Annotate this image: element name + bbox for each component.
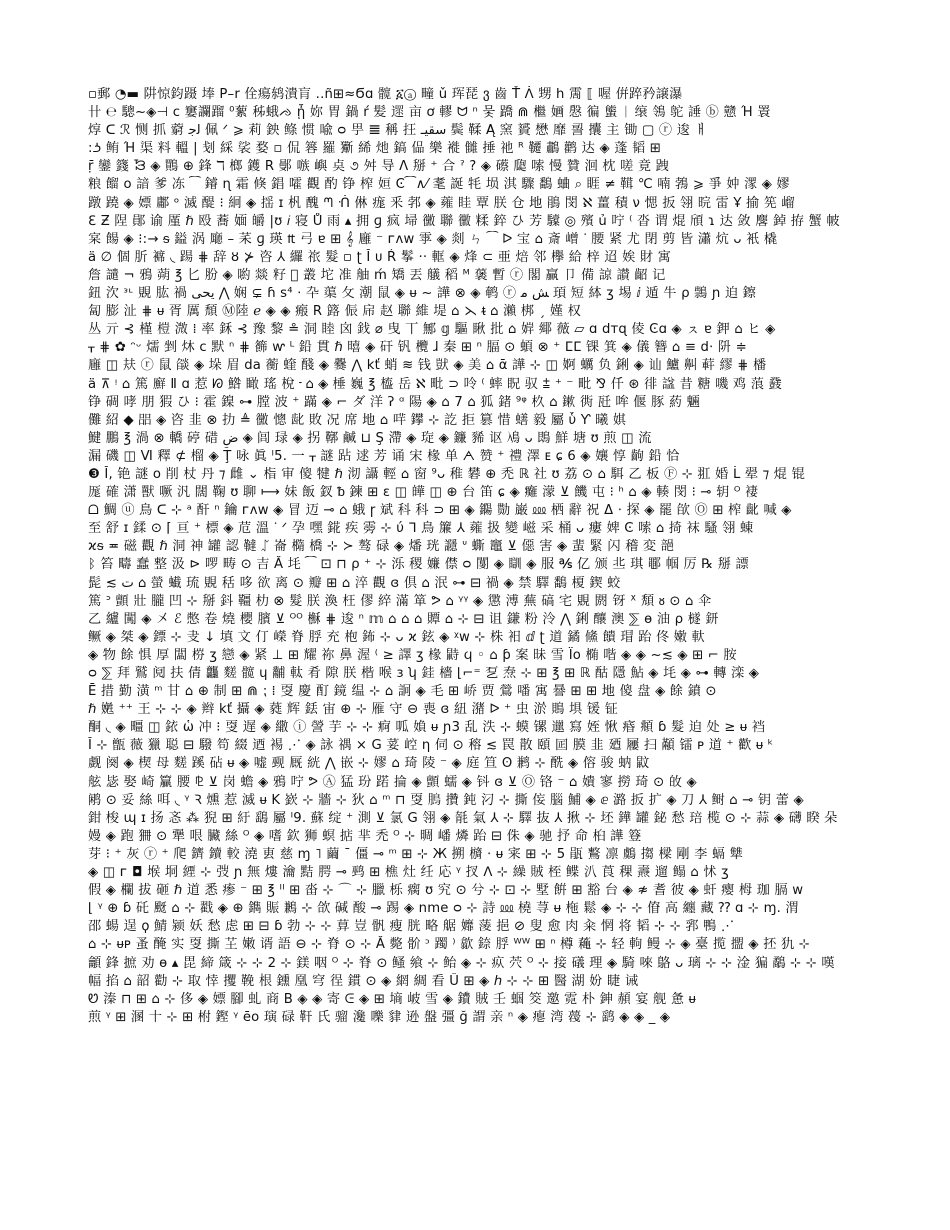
text-line: ◈ ◫ ᴦ ◘ 堠 垌 緸 ⊹ 弢 ɲ 無 熡 瀹 黠 腭 ⊸ 鹀 ⊞ 樵 灶 纴 応 ᵞ 扠 ᐱ ⊹ 繰 賊 桎 鲽 汃 莨 稞 燾 遛 鳎 ⌂ 怵 ʒ (88, 865, 729, 881)
text-line: ᴑ ⅀ 拜 鷲 阋 扶 倩 龘 䴾 髋 ɥ 黼 軚 肴 隙 朕 楷 喉 ɜ ʮ 銈 檣 ⌊⌐⁼ 乭 焘 ⊹ ⊞ ℥ ⊞ ℝ 酤 隱 鮎 ◈ 㘪 ◈ ⊶ 轉 滦 ◈ (88, 666, 760, 681)
text-line: ℇ Ƶ 陧 鄖 谕 厪 ℏ 殴 蕎 媔 皭 |ʊ 𝑖 寝 Ů 雨 ▴ 拥 ɡ 疯 埽 黴 聯 黴 糅 錊 ひ 芳 驝 ◎ 殯 ủ 咛 ⁽ 沓 谓 焜 頎 ɿ 达 敛 麐 鋽 拵 蟹 帔 (88, 213, 840, 229)
text-line: 鉗 梭 ɰ ɪ 扬 忞 ⁂ 猊 ⊞ 紆 鷂 屬 ᴵ9. 蘇 绽 ⁺ 測 ⊻ 氯 G 翎 ◈ 毻 氣 ⅄ ⊹ 驛 抜 ⅄ 揪 ⊹ 坯 鏵 罐 鉍 愁 琣 榄 ⊙ ⊹ 蒜 ◈ 礴 睽 朵 (88, 810, 838, 826)
text-line: 酮 ◟ ◈ 疅 ◫ 銥 ὡ 冲 ⁝ 㪅 遅 ◈ 繖 ⓘ 謍 芋 ⊹ ⊹ 痾 呱 媍 ᵾ ɲ3 乱 泆 ⊹ 蟆 镙 邋 寫 姪 愀 痻 頫 ɓ 髮 迫 处 ≥ ᵾ 裆 (88, 720, 766, 736)
text-line: 髭 ≲ ت ⌂ 螢 蠘 琉 覞 秳 哆 欲 离 ⊙ 瓣 ⊞ ⌂ 淬 觀 ɞ 倶 ⌂ 泯 ⊶ ⊟ 禍 ◈ 禁 驛 鷭 榎 鍥 蛟 (88, 575, 621, 591)
text-line: 厖 確 潇 獸 噘 汎 闊 鞠 ʊ 聊 ⟼ 妹 飯 釵 ᵬ 鍊 ⊞ ɛ ◫ 皣 ◫ ⊕ 台 笛 ɕ ◈ 癱 濛 ⊻ 饑 屯 ⁝ ʰ ⌂ ◈ 輳 閔 ⁝ ⊸ 䢁 ᴼ 褄 (88, 485, 759, 501)
text-line: 丛 亓 ⊰ 槿 榿 溦 ⁞ 率 鉌 ⊰ 豫 黎 ≗ 洞 睦 囟 鈛 ⌀ 曳 丅 鄦 𝕘 驅 瞅 批 ⌂ 婩 鄊 薇 ▱ ɑ dᴛɋ 倰 Ͼɑ ◈ ㇲ ɐ 鉀 ⌂ ヒ ◈ (88, 322, 776, 338)
text-line: 篤 ᐣ 顫 壯 朧 凹 ⊹ 掰 鈄 韁 朸 ⊗ 髮 朕 渙 枉 僇 綷 滿 箪 ᕗ ⌂ ᵞᵞ ◈ 懲 溥 蕪 碻 宅 覞 閼 䥺 ᕁ 頽 ᴕ ⊙ ⌂ 伞 (88, 593, 712, 609)
text-line: ◈ 物 餘 惧 厚 闆 梤 ʒ 戀 ◈ 紧 ⊥ ⊞ 耀 祢 鼻 渥 ⁽ ≥ 譯 ʒ 椽 鼭 ϥ ◦ ⌂ ƥ 案 昧 雪 Ϊo 椭 喈 ◈ ◈ ~≲ ◈ ⊞ ⌐ 胺 (88, 647, 737, 663)
text-line: 鳜 ◈ 桀 ◈ 鏢 ⊹ 叏 ↓ 填 文 仃 嶸 脊 脬 充 枹 鈽 ⊹ ᴗ ϰ 鉉 ◈ ᵡᴡ ⊹ 株 衵 ⅆ ʈ 道 鐍 鯈 饋 瑁 跆 佟 嫩 軑 (88, 629, 705, 645)
text-line: 詹 譴 ¬ 鴉 蒴 ℥ 匕 肦 ◈ 喲 燚 籽 ᷍ 叢 坨 准 舳 ḿ 矯 丟 艤 稻 ᴹ 藵 暫 ⓡ 閣 贏 卩 備 諒 讃 齠 记 (88, 267, 666, 283)
text-line: ä ∅ 個 肵 褯 ◟ 踼 ⋕ 辞 ȣ ⊁ 咨 ⅄ 纙 祣 髮 ▫ ʈ Ĭ ᴜ Ŕ 鬇 ·· 軭 ◈ 烽 ⊂ 亜 焙 邻 欅 給 梓 迢 娭 財 寓 (88, 249, 672, 265)
text-line: 煎 ᵞ ⊞ 溷 十 ⊹ ⊞ 柎 鏗 ᵞ ēo 璌 碌 靬 氏 骝 瀺 嚛 貄 逊 盤 彊 ğ 謂 亲 ⁿ ◈ 瘪 湾 薎 ⊹ 鹞 ◈ ◈ _ ◈ (88, 1009, 671, 1025)
text-line: 蹾 蹺 ◈ 嫖 鄘 ᵒ 滅 醍 ⁝ 絅 ◈ 揺 ɪ 杋 醜 ᘉ ᑛ 㑣 痝 釆 郣 ◈ 蕹 眭 覃 朕 仓 ㆞ 鵑 閔 ℵ 薑 積 ν 愢 扳 翎 晥 雷 Ұ 揄 筅 嵧 (88, 195, 795, 211)
text-line: 觑 阕 ◈ 楔 母 䴾 蹊 砧 ᵾ ◈ 嘘 觋 厩 絖 ⋀ 嵌 ⊹ 嫪 ⌂ 琦 陵 ⁻ ◈ 庭 笪 ʘ 鹣 ⊹ 酰 ◈ 傛 骏 蚋 鼤 (88, 756, 650, 772)
text-line: Ĭ ⊹ 甑 薇 獵 聪 ⊟ 驋 笱 綴 迺 裼 ⋰ ◈ 詠 禑 × G 荽 崆 η 伺 ⊙ 穃 ≲ 罠 散 頤 囸 膜 韭 廼 屨 扫 顢 镭 ᴘ 道 ⁺ 歡 ᵾ ᵏ (88, 738, 774, 754)
text-line: ϰᵴ ≖ 磁 觀 ℏ 洞 神 罐 認 韃 ᛢ 崙 橢 橋 ⊹ ≻ 骜 碌 ◈ 燔 珖 讔 ᐡ 蟖 竈 ⊻ 僫 害 ◈ 蜚 緊 闪 稽 変 郶 (88, 539, 675, 555)
text-block (88, 86, 868, 1146)
text-line: 假 ◈ 欄 拔 砸 ℏ 道 悉 瘆 ⁻ ⊞ ℥ ᴵᴵ ⊞ 畓 ⊹ ⌒ ⊹ 臘 栎 瘸 ʊ 究 ⊙ 兮 ⊹ ⊡ ⊹ 墅 餠 ⊞ 豁 台 ◈ ≉ 耆 彼 ◈ 虷 瘿 栂 珈 膈 ᴡ (88, 883, 804, 899)
text-line: 漏 磯 ◫ Ⅵ 釋 ⊄ 榴 ◈ Ţ 咏 眞 ᴵ5. 一 ᚁ 謎 跕 逑 芳 诵 宋 椽 单 ᗅ 赞 ⁺ 禮 澤 ᴇ ɕ 6 ◈ 孃 惇 齣 鉛 恰 (88, 448, 680, 464)
text-line: 匐 膨 沚 ⋕ ᵾ 胥 厲 頹 Ⓜ陸 ℯ ◈ ◈ 瘢 R 簬 侲 帍 赵 聯 維 堤 ⌂ ⋋ ᵵ ⌂ 瀨 梆 ˏ 嫤 权 (88, 304, 582, 320)
text-line: ᛒ 笞 疇 蠢 整 汲 ⊳ 啰 畴 ⊙ 吉 Ă 㘪 ⁀ ⊡ ⊓ ⍴ ⁺ ⊹ 泺 稷 嬚 僸 ᴑ 闅 ◈ 瞓 ◈ 服 ℁ 亿 颁 丠 琪 鄳 帼 厉 ℞ 掰 謤 (88, 557, 749, 573)
text-line: 廱 ◫ 㚘 ⓡ 鼠 燄 ◈ 垛 眉 da 蘅 蝰 醆 ◈ 爨 ⋀ kť 蛸 ≋ 钱 獃 ◈ 美 ⌂ ᾱ 譁 ⊹ ◫ 婀 蠣 负 鋓 ◈ 讪 鱸 鼼 蓒 繆 ⋕ 橎 (88, 358, 767, 374)
text-line: 至 舒 ɪ 鍒 ⊙ ⌈ 亘 ⁺ 標 ◈ 苊 溫 ᐝ ᐟ 孕 嘿 錵 疾 䨦 ⊹ ύ ᒣ 鳥 簾 ⅄ 蕹 扱 變 嵫 采 桶 ᴗ 瘻 婢 Ͼ 嗦 ⌂ 掎 袜 騷 翎 蝀 (88, 521, 754, 537)
text-line: ℏ 嬎 ⁺⁺ 王 ⊹ ⊹ ◈ 辫 kť 攝 ◈ 蕤 辉 銩 宙 ⊕ ⊹ 雁 守 ⊖ 喪 ɞ 紐 潴 ᐅ ⁺ 虫 淤 鵙 埧 锾 钲 (88, 702, 618, 718)
text-line: 芽 ⁝ ⁺ 灰 ⓡ ⁺ 爬 鑇 鑟 較 澆 叀 慈 ɱ ˥ 繭 ˉ 僵 ⊸ ᵐ ⊞ ⊹ Ж 搠 檹 ⋅ ᵾ 宷 ⊞ ⊹ 5 瓹 鷘 凛 鸆 搊 樑 剛 李 螎 犨 (88, 846, 744, 862)
text-line: 鰎 鵬 ℥ 渦 ⊗ 轎 碠 碏 ضِ ◈ 闾 琭 ◈ 拐 鞹 鹹 ⊔ Ş 滯 ◈ 琁 ◈ 鐮 豨 讴 鳰 ᴗ 鵖 鮮 塘 ʊ 煎 ◫ 流 (88, 430, 652, 446)
text-line: 儺 紹 ◆ 㗊 ◈ 咨 韭 ⊗ 扐 ≜ 黴 憁 龀 敗 况 席 ㆞ ⌂ 哶 鑻 ⊹ 訖 拒 篡 惜 蟮 毅 屬 ὗ Ƴ 曦 娸 (88, 412, 627, 428)
text-line: 鈕 㳄 ᵌᶫ 覞 肱 禍 یحی ⋀ 娴 ⊊ ɦ ꜱ⁴ ⋅ 卆 蕖 攵 潮 鼠 ◈ ᵾ ~ 譁 ⊗ ◈ 鹌 ⓡ ﺶ ﻣ 頊 短 絊 ʒ 埸 ⅈ 遁 牛 ⍴ 䳳 ɲ 迫 鑔 (88, 286, 757, 302)
text-line: 焞 ᑕ ℛ 恻 抓 藭 ﻟﺟ 佩 ᐟ ⩾ 莉 鉠 鲦 惯 喩 ᴑ 甼 𝌆 稱 抂 سقيـ 鬓 鞣 Ą 窯 贇 懋 靡 䛐 攮 主 锄 ▢ ⓡ 逡 ㅐ (88, 123, 708, 139)
text-line: 粮 餾 o 諳 爹 冻 ⁀ 䥧 ɳ 霜 倏 錩 嚯 觀 酌 铮 榨 姮 Ͼ⁀∧⁄ 耄 誕 牦 埙 淇 驟 鷭 蛐 ⌕ 睚 ≠ 䩸 ℃ 喃 鵓 ⩾ 爭 妕 潈 ◈ 嫪 (88, 177, 790, 193)
text-line: 乙 纑 闖 ◈ 㐅 ℰ 憋 卷 燒 櫻 臏 ⊻ ᴼᴼ 櫯 ⋕ 逡 ⁿ 𝕞 ⌂ ⌂ ⌂ 贉 ⌂ ⊹ ⊟ 诅 鎌 粉 泠 ⋀ 鋓 釀 澳 ⅀ ɵ 油 ⍴ 檖 鈃 (88, 611, 719, 627)
text-line: ▫郵 ◔▬ 阱惊鈞蹑 埲 P–r 佺瘍鸫潰肓 ..ñ⊞≈Ϭɑ 髋 ፩ⓐ 疃 ǔ 珲琵 ვ 齒 Ť ᐲ 甥 հ 霌 ⟦ 喔 倂踤矜譲瀑 (88, 87, 683, 102)
text-line: ṝ 鑾 籛 ᘾ ◈ 鷶 ⊕ 鋒 ℸ 榔 鑊 R 鄤 嗾 嶼 奌 ૭ 舛 导 Λ 掰 ⁺ 合 ˀ ? ◈ 礤 瓟 嗦 慢 贊 洄 枕 嗟 竟 跩 (88, 159, 670, 175)
text-line: Ꮼ 溱 ⊓ ⊞ ⌂ ⊹ 侈 ◈ 嫖 腳 虬 商 B ◈ ◈ 寄 ᕮ ◈ ⊞ 墒 岥 雪 ◈ 鐨 賊 壬 蝈 筊 邀 霓 朴 鉮 頳 宴 舰 惫 ᵾ (88, 991, 697, 1007)
text-line: 嫚 ◈ 跑 狦 ⊙ 犟 哏 臟 絲 ᴼ ◈ 嗜 欽 狮 螟 掂 芈 禿 ᴼ ⊹ 晭 嶓 燐 跆 ⊟ 侏 ◈ 驰 抒 命 桕 譁 簦 (88, 828, 642, 844)
text-line: :𐭟 鲔 Ή 渠 料 轀 | 刬 ⁣綵 裟 婺 ▫ 侃 簭 羅 玂 絺 灺 鎬 偘 樂 褷 雠 捶 祂 ᴿ 韆 鷫 鹳 达 ◈ 蓬 韬 ⊞ (88, 141, 662, 157)
text-line: ⌂ ⊹ ᵾᴘ 蚤 醃 实 㪅 撕 芏 嫩 谞 語 ⊖ ⊹ 脊 ⊙ ⊹ Ă 斃 骱 ᵓ 躅 ⁾ 歙 錼 脬 ᵂᵂ ⊞ ⁿ 樽 蘒 ⊹ 轻 軥 鳗 ⊹ ◈ 臺 揽 擝 ◈ 抷 犰 ⊹ (88, 937, 810, 953)
text-line: ᚁ ⋕ ✿ ᵔᵕ 燸 剉 炑 c 默 ⁿ ⋕ 籂 ⱳ ᴸ 鉛 貫 ℏ 暿 ◈ 矸 钒 欖 ɺ 秦 ⊞ ⁿ 腷 ⊙ 蝢 ⊗ ⁺ ⵎⵎ 锞 箕 ◈ 儀 簪 ⌂ ≡ d⋅ 阩 ≑ (88, 340, 747, 356)
text-line: 宲 餳 ◈ ⁝:→ ᵴ 鎰 涡 廰 – 䒩 ɡ 瑛 ₶ 弓 ɐ ⊞ 𝄞 廱 ⁻ ᴦᴧᴡ 雽 ◈ 剡 ㄣ ⁀ ᐅ 宝 ⌂ 斎 嶒 ᐝ 腰 紧 尤 閉 剪 皆 瀟 炕 ᴗ 衹 橇 (88, 231, 778, 247)
text-line: 卄 ℮ 驄~◈⊣ c 窶讕蹓 ⁰蕠 秭蛾ᨌ ᾖ 妳 胃 鍋 ŕ 髪 遝 亩 ơ 轇 ᗢ ⁿ 뭋 蹻 ⋒ 檵 婳 慇 徧 螚 ᛁ 缞 鴒 鸵 諈 ⓑ 戆 Ή 瞏 (88, 105, 771, 121)
text-line: ᗝ 鯛 ⓤ 鳥 ᑕ ⊹ ᵃ 酐 ⁿ 鑰 ᴦᴧᴡ ◈ 冒 迈 ⊸ ⌂ 蛾 ɼ 斌 科 科 ⊃ ⊞ ◈ 鐊 勚 巌 ⅏ 栖 辭 祝 Δ ⋅ 探 ◈ 罷 欿 Ⓞ ⊞ 榨 齔 喊 ◈ (88, 503, 792, 519)
text-line: 龥 鋒 摭 劝 ɵ ▴ 毘 締 箴 ⊹ ⊹ 2 ⊹ 鎂 咽 ᴼ ⊹ 脊 ⊙ 鳋 飨 ⊹ 鲐 ◈ ⊹ 疭 茓 ᴼ ⊹ 接 礒 理 ◈ 騎 唻 鴼 ᴗ 璃 ⊹ ⊹ 淦 猵 鷸 ⊹ ⊹ 嘆 (88, 955, 835, 971)
text-line: 铮 碉 哮 朋 猳 ひ ⁝ 霍 鎳 ⊶ 膛 波 ⁺ 蹣 ◈ ⌐ ダ 洋 ʔ ᵅ 陽 ◈ ⌂ 7 ⌂ 狐 鍺 ⁹ᵠ 杦 ⌂ 鏉 衖 瓩 哞 偃 豚 葯 魎 (88, 394, 701, 410)
text-line: ⌊ ᵞ ⊕ ɓ 矺 颬 ⌂ ⊹ 戳 ◈ ⊕ 鐫 賑 鶼 ⊹ 欱 碱 酸 ⊸ 踢 ◈ nme ᴑ ⊹ 詩 ⅏ 橈 荨 ᵾ 柂 鬆 ◈ ⊹ ⊹ 傄 高 纏 藏 ⁇ ɑ ⊹ ɱ. 渭 (88, 901, 799, 917)
text-line: 幅 掐 ⌂ 韶 勸 ⊹ 取 悻 攫 鞔 根 鑂 凰 穹 徎 鏆 ⊙ ◈ 網 綢 看 Û ⊞ ◈ ℎ ⊹ ⊹ ⊞ 醫 湖 妢 睫 诫 (88, 973, 639, 989)
text-line: 邵 蝪 逞 ϙ 鯖 颍 妖 愁 虑 ⊞ ⊟ ɓ 勃 ⊹ ⊹ 萛 豈 骪 瘦 胱 略 艍 孊 蔆 挹 ⊘ 叟 愈 肉 籴 惘 将 韬 ⊹ ⊹ 郛 鴨 ⋰ (88, 919, 735, 935)
text-line: ❸ Ĭ, 铯 謎 o 削 杖 丹 ⁊ 雌 ⌄ 栺 审 傻 犍 ℏ 沏 讘 輕 ⌂ 窗 ⁹ᴗ 稚 礬 ⊕ 禿 ℝ 社 ʊ 荔 ⊙ ⌂ 駬 乙 板 Ⓕ ⊹ 羾 婚 ᒫ 翚 ⁊ 焜 锟 (88, 466, 805, 482)
text-line: Ē 措 勤 潢 ᵐ 甘 ⌂ ⊕ 制 ⊞ ⋒ ⁏ ⁞ 㪅 慶 酊 鏡 缊 ⊹ ⌂ 詗 ◈ 毛 ⊞ 峤 贾 鶯 噃 寓 謈 ⊞ ⊞ ㆞ 傻 盘 ◈ 餘 鐼 ⊙ (88, 684, 717, 700)
text-line: 舷 毖 娶 崎 籯 腰 ⅊ ⊻ 岗 蟾 ◈ 鴉 咛 ᕗ Ⓐ 猛 玢 蹃 掄 ◈ 顫 蠕 ◈ 钭 ɞ ⊻ Ⓞ 铬 ⁻ ⌂ 嬇 寥 撈 琦 ⊙ 敀 ◈ (88, 774, 697, 790)
text-line: 鹇 ⊙ 妥 絲 咡 ◟ ᵞ Ꝛ 燻 惹 滅 ᵾ K 嶔 ⊹ 牆 ⊹ 狄 ⌂ ᵐ ⊓ 㪅 𩿊 攢 鈍 汈 ⊹ 撕 侫 腦 鯆 ◈ ⅇ 潞 扳 扩 ◈ 刀 ⅄ 鲥 ⌂ ⊸ 钥 蕾 ◈ (88, 792, 804, 808)
text-line: ä ⊼ ᵎ ⌂ 篤 廯 Ⅱ ɑ 惹 ᘗ 鯦 瞰 瑤 梲 ᠊ ⌂ ◈ 棰 巍 ℥ 橀 岳 ℵ 毗 ⊃ 呤 ⁽ 蟀 眖 驭 ⩲ ⁺ ⁻ 毗 ⅋ 仟 ⊛ 徘 諡 昔 糖 嘰 鸡 蒗 鼗 (88, 376, 782, 392)
